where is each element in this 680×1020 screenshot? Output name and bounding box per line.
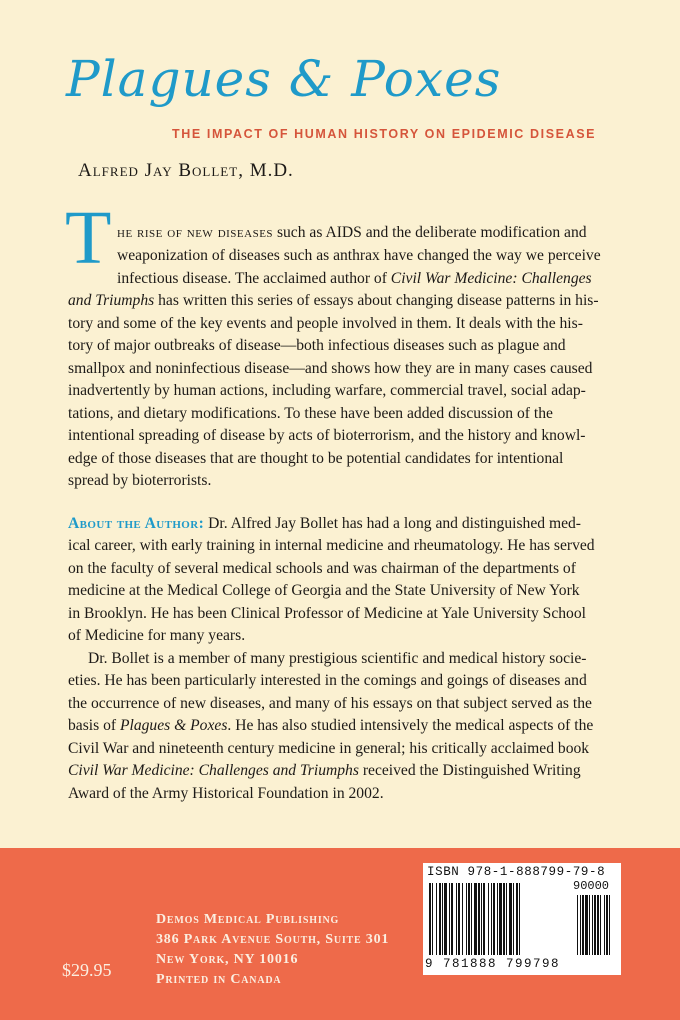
barcode-bar	[432, 883, 433, 955]
description-line: smallpox and noninfectious disease—and shows how they are in many cases caused	[68, 360, 593, 377]
barcode-bar	[499, 883, 502, 955]
barcode-bar	[509, 883, 512, 955]
isbn-addon: 90000	[573, 879, 610, 893]
description-line: tory and some of the key events and people involved in them. It deals with the his-	[68, 315, 583, 332]
barcode-addon-bar	[594, 895, 596, 955]
barcode-bar	[481, 883, 482, 955]
barcode-addon-bar	[582, 895, 584, 955]
isbn-barcode	[423, 863, 621, 975]
drop-cap: T	[65, 196, 112, 280]
description-line: edge of those diseases that are thought to be potential candidates for intentional	[68, 450, 564, 467]
description-line: infectious disease. The acclaimed author of Civil War Medicine: Challenges	[117, 270, 592, 287]
barcode-addon-bar	[592, 895, 593, 955]
description-line: intentional spreading of disease by acts of bioterrorism, and the history and knowl-	[68, 427, 586, 444]
barcode-bar	[519, 883, 520, 955]
about-line: Dr. Bollet is a member of many prestigious scientific and medical history socie-	[88, 650, 587, 667]
barcode-bar	[468, 883, 470, 955]
printed-in: Printed in Canada	[156, 972, 282, 987]
barcode-bar	[483, 883, 485, 955]
barcode-bar	[478, 883, 480, 955]
about-label: About the Author:	[68, 515, 205, 532]
description-line: inadvertently by human actions, including warfare, commercial travel, social adap-	[68, 382, 586, 399]
barcode-bar	[503, 883, 505, 955]
barcode-addon-bar	[585, 895, 588, 955]
description-line: and Triumphs has written this series of essays about changing disease patterns in his-	[68, 292, 599, 309]
barcode-bar	[436, 883, 437, 955]
about-line: eties. He has been particularly interested in the comings and goings of diseases and	[68, 672, 587, 689]
about-line: About the Author: Dr. Alfred Jay Bollet has had a long and distinguished med-	[68, 515, 581, 532]
publisher-name: Demos Medical Publishing	[156, 912, 340, 927]
barcode-bar	[449, 883, 450, 955]
barcode-addon-bar	[589, 895, 590, 955]
barcode-bar	[466, 883, 467, 955]
barcode-bar	[506, 883, 507, 955]
author-name: Alfred Jay Bollet, M.D.	[78, 160, 294, 181]
barcode-digits: 9 781888 799798	[425, 957, 561, 971]
about-line: Civil War Medicine: Challenges and Triumphs received the Distinguished Writing	[68, 762, 581, 779]
description-line: spread by bioterrorists.	[68, 472, 212, 489]
barcode-bar	[493, 883, 495, 955]
barcode-addon-bar	[609, 895, 610, 955]
about-line: medicine at the Medical College of Georgia and the State University of New York	[68, 582, 580, 599]
about-line: basis of Plagues & Poxes. He has also studied intensively the medical aspects of the	[68, 717, 594, 734]
price: $29.95	[62, 960, 112, 980]
barcode-addon-bar	[606, 895, 608, 955]
barcode-addon-bar	[597, 895, 599, 955]
about-line: on the faculty of several medical schools and was chairman of the departments of	[68, 560, 576, 577]
barcode-addon-bar	[604, 895, 605, 955]
barcode-bar	[456, 883, 457, 955]
barcode-bar	[516, 883, 518, 955]
barcode-bar	[513, 883, 514, 955]
barcode-bar	[462, 883, 463, 955]
barcode-addon-bar	[600, 895, 601, 955]
barcode-bar	[451, 883, 453, 955]
barcode-bar	[474, 883, 477, 955]
about-line: Award of the Army Historical Foundation in 2002.	[68, 785, 384, 802]
barcode-addon-bar	[580, 895, 581, 955]
barcode-bar	[458, 883, 460, 955]
description-line: tations, and dietary modifications. To these have been added discussion of the	[68, 405, 553, 422]
book-subtitle: THE IMPACT OF HUMAN HISTORY ON EPIDEMIC DISEASE	[172, 127, 597, 141]
publisher-city: New York, NY 10016	[156, 952, 299, 967]
barcode-bar	[429, 883, 431, 955]
about-line: Civil War and nineteenth century medicine in general; his critically acclaimed book	[68, 740, 590, 757]
about-line: of Medicine for many years.	[68, 627, 246, 644]
barcode-bar	[497, 883, 498, 955]
about-line: the occurrence of new diseases, and many of his essays on that subject served as the	[68, 695, 592, 712]
barcode-bar	[439, 883, 441, 955]
about-line: in Brooklyn. He has been Clinical Professor of Medicine at Yale University School	[68, 605, 586, 622]
description-line: weaponization of diseases such as anthrax have changed the way we perceive	[117, 247, 601, 264]
barcode-bar	[491, 883, 492, 955]
isbn-label: ISBN 978-1-888799-79-8	[427, 865, 606, 879]
about-line: ical career, with early training in internal medicine and rheumatology. He has served	[68, 537, 595, 554]
description-line: tory of major outbreaks of disease—both infectious diseases such as plague and	[68, 337, 566, 354]
barcode-bar	[488, 883, 489, 955]
barcode-bar	[444, 883, 447, 955]
barcode-bar	[442, 883, 443, 955]
description-line: he rise of new diseases such as AIDS and the deliberate modification and	[117, 224, 587, 241]
barcode-bar	[471, 883, 472, 955]
barcode-addon-bar	[577, 895, 578, 955]
book-title: Plagues & Poxes	[66, 50, 502, 108]
publisher-address: 386 Park Avenue South, Suite 301	[156, 932, 390, 947]
